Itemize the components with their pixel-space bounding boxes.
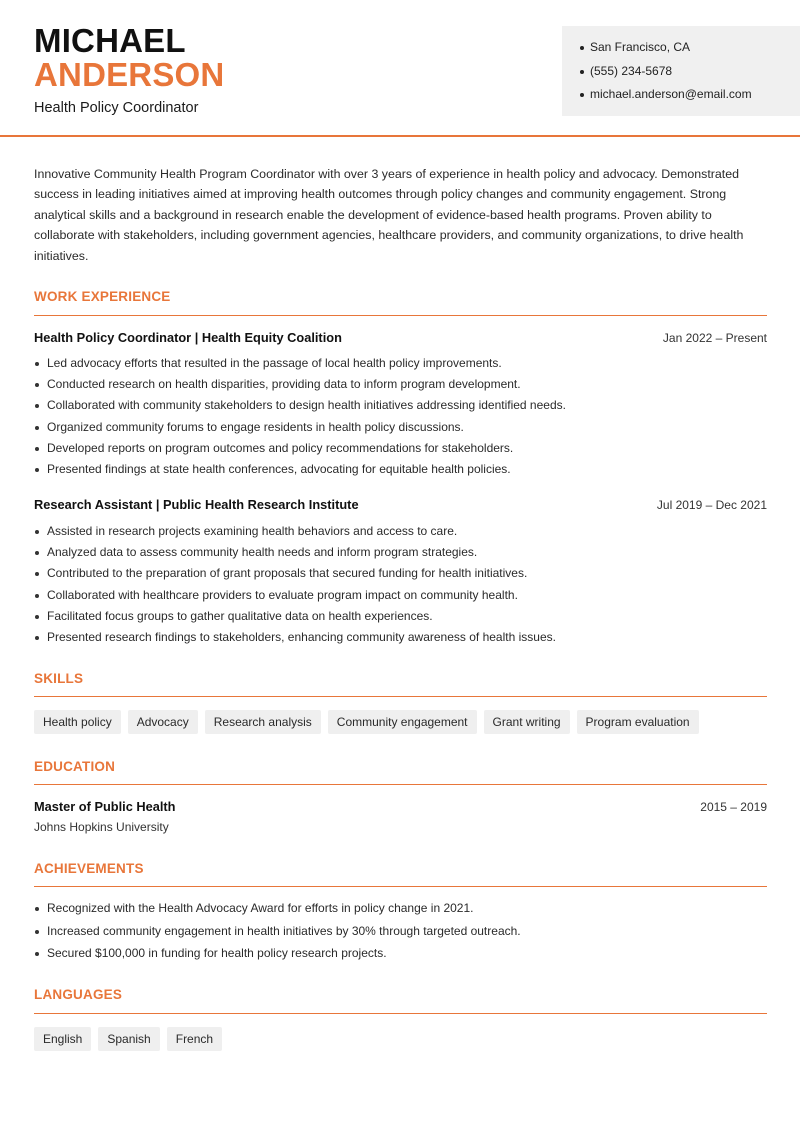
first-name: MICHAEL (34, 22, 186, 59)
job-role: Research Assistant | Public Health Research Institute (34, 497, 359, 512)
job-dates: Jan 2022 – Present (662, 331, 767, 345)
section-divider (34, 886, 767, 887)
list-item: Assisted in research projects examining health behaviors and access to care. (34, 523, 767, 544)
skill-chip: Program evaluation (577, 710, 699, 734)
list-item: Collaborated with community stakeholders to design health initiatives addressing identified needs. (34, 397, 767, 418)
school: Johns Hopkins University (34, 820, 169, 834)
contact-location: San Francisco, CA (580, 39, 800, 63)
section-title-education: EDUCATION (34, 759, 116, 774)
resume-header (0, 0, 800, 137)
degree: Master of Public Health (34, 799, 176, 814)
list-item: Secured $100,000 in funding for health policy research projects. (34, 945, 767, 968)
job-header (34, 497, 767, 512)
list-item: Analyzed data to assess community health needs and inform program strategies. (34, 544, 767, 565)
section-title-skills: SKILLS (34, 671, 84, 686)
list-item: Conducted research on health disparities, providing data to inform program development. (34, 376, 767, 397)
language-chip: French (167, 1027, 222, 1051)
candidate-name (34, 24, 224, 92)
section-divider (34, 784, 767, 785)
list-item: Contributed to the preparation of grant proposals that secured funding for health initiatives. (34, 565, 767, 586)
list-item: Collaborated with healthcare providers to evaluate program impact on community health. (34, 587, 767, 608)
section-divider (34, 696, 767, 697)
achievements-list (34, 900, 767, 968)
skill-chip: Health policy (34, 710, 121, 734)
profile-summary: Innovative Community Health Program Coordinator with over 3 years of experience in health policy and advocacy. Demonstrated success in leading initiatives aimed at improving health outcomes through policy changes and community engagement. Strong analytical skills and a background in research enable the development of evidence-based health programs. Proven ability to collaborate with stakeholders, including government agencies, healthcare providers, and community organizations, to drive health initiatives. (34, 167, 744, 263)
section-title-achievements: ACHIEVEMENTS (34, 861, 144, 876)
skill-chip: Grant writing (484, 710, 570, 734)
section-divider (34, 315, 767, 316)
job-role: Health Policy Coordinator | Health Equity Coalition (34, 330, 342, 345)
section-divider (34, 1013, 767, 1014)
list-item: Led advocacy efforts that resulted in the passage of local health policy improvements. (34, 355, 767, 376)
skills-list (34, 710, 699, 734)
contact-box (562, 26, 800, 116)
list-item: Increased community engagement in health initiatives by 30% through targeted outreach. (34, 923, 767, 946)
contact-phone: (555) 234-5678 (580, 63, 800, 87)
skill-chip: Research analysis (205, 710, 321, 734)
job-bullets (34, 355, 767, 482)
education-dates: 2015 – 2019 (700, 800, 767, 814)
skill-chip: Advocacy (128, 710, 198, 734)
languages-list (34, 1027, 222, 1051)
job-bullets (34, 523, 767, 650)
list-item: Organized community forums to engage residents in health policy discussions. (34, 419, 767, 440)
list-item: Developed reports on program outcomes and policy recommendations for stakeholders. (34, 440, 767, 461)
education-header (34, 799, 767, 814)
language-chip: Spanish (98, 1027, 159, 1051)
list-item: Recognized with the Health Advocacy Award for efforts in policy change in 2021. (34, 900, 767, 923)
section-title-work: WORK EXPERIENCE (34, 289, 171, 304)
contact-email: michael.anderson@email.com (580, 86, 800, 110)
list-item: Facilitated focus groups to gather qualitative data on health experiences. (34, 608, 767, 629)
candidate-title: Health Policy Coordinator (34, 100, 199, 116)
job-dates: Jul 2019 – Dec 2021 (656, 498, 767, 512)
job-header (34, 330, 767, 345)
language-chip: English (34, 1027, 91, 1051)
list-item: Presented research findings to stakeholders, enhancing community awareness of health issues. (34, 629, 767, 650)
list-item: Presented findings at state health conferences, advocating for equitable health policies. (34, 461, 767, 482)
skill-chip: Community engagement (328, 710, 477, 734)
last-name: ANDERSON (34, 56, 225, 93)
section-title-languages: LANGUAGES (34, 987, 123, 1002)
